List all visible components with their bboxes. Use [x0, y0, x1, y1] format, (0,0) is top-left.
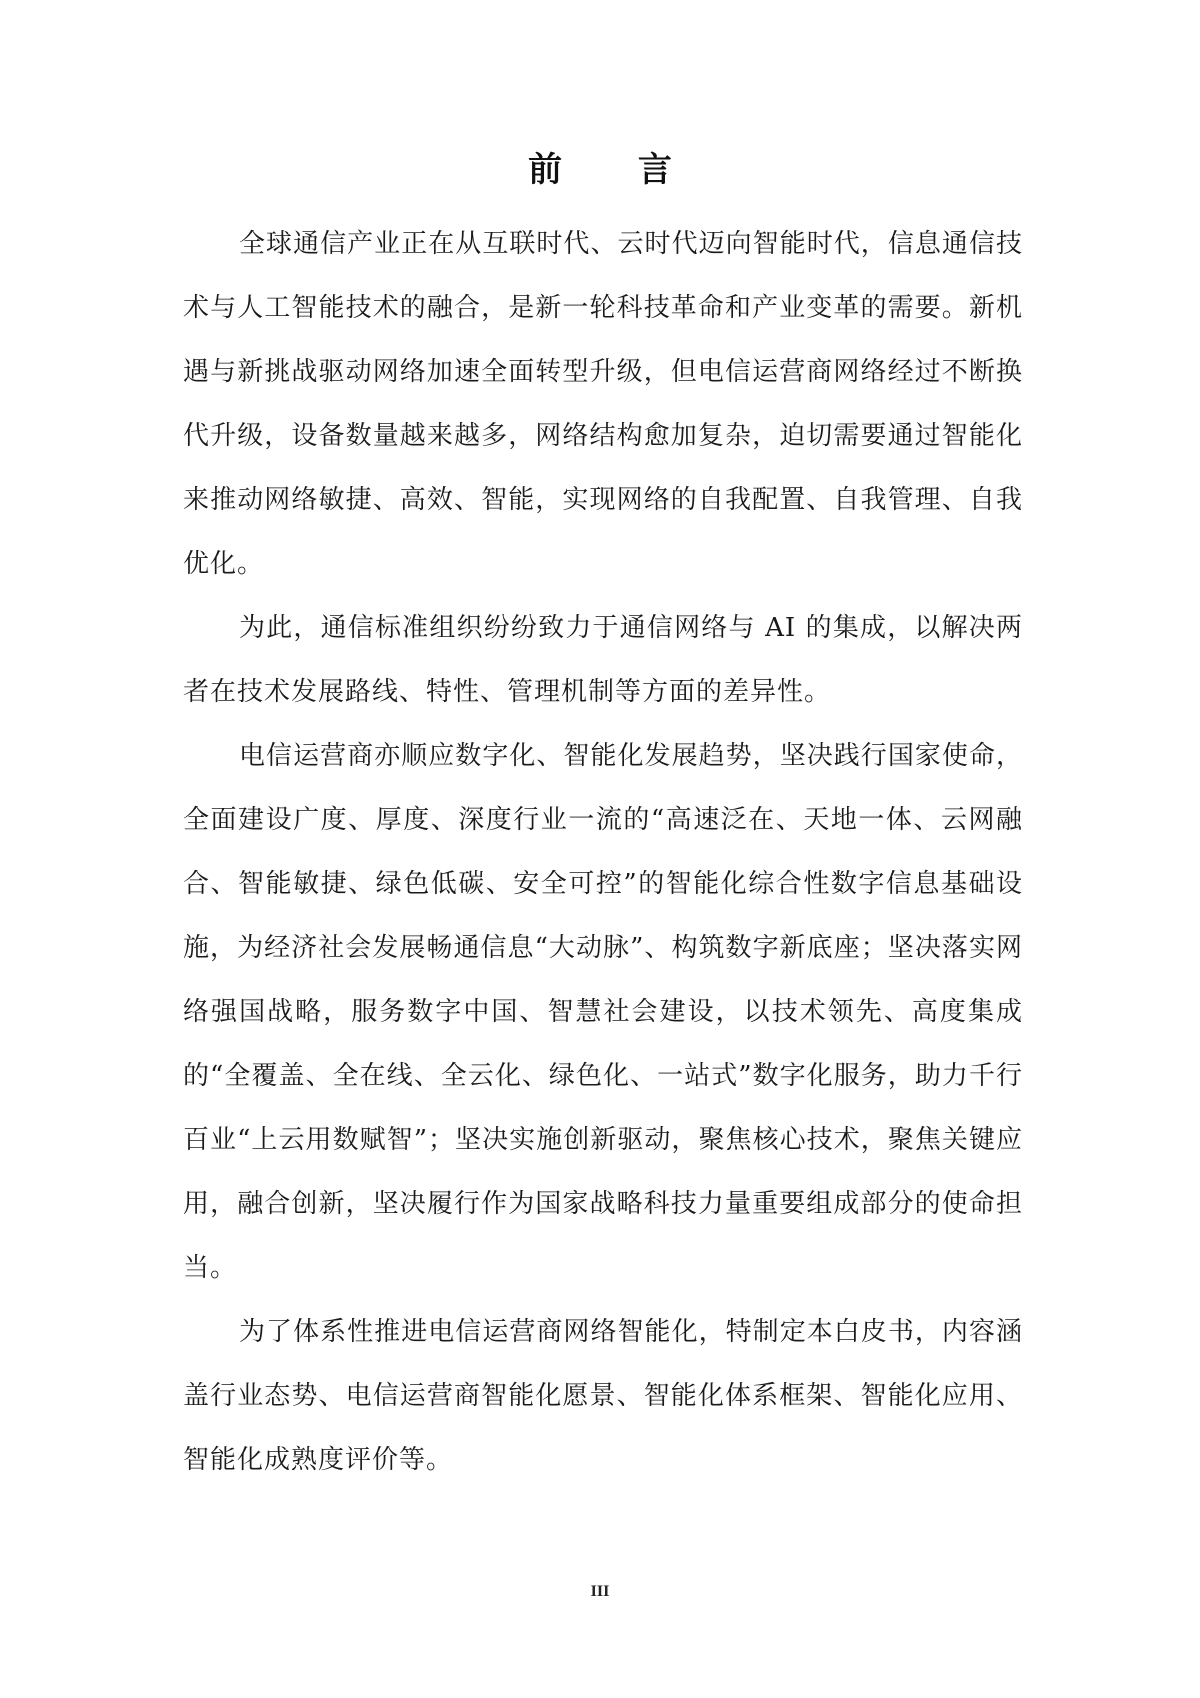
paragraph-3: 电信运营商亦顺应数字化、智能化发展趋势，坚决践行国家使命，全面建设广度、厚度、深度行业一流的“高速泛在、天地一体、云网融合、智能敏捷、绿色低碳、安全可控”的智能化综合性数字信息基础设施，为经济社会发展畅通信息“大动脉”、构筑数字新底座；坚决落实网络强国战略，服务数字中国、智慧社会建设，以技术领先、高度集成的“全覆盖、全在线、全云化、绿色化、一站式”数字化服务，助力千行百业“上云用数赋智”；坚决实施创新驱动，聚焦核心技术，聚焦关键应用，融合创新，坚决履行作为国家战略科技力量重要组成部分的使命担当。 — [183, 741, 1023, 1283]
document-body — [183, 212, 1023, 1492]
paragraph-4: 为了体系性推进电信运营商网络智能化，特制定本白皮书，内容涵盖行业态势、电信运营商智能化愿景、智能化体系框架、智能化应用、智能化成熟度评价等。 — [183, 1317, 1023, 1475]
paragraph-1: 全球通信产业正在从互联时代、云时代迈向智能时代，信息通信技术与人工智能技术的融合，是新一轮科技革命和产业变革的需要。新机遇与新挑战驱动网络加速全面转型升级，但电信运营商网络经过不断换代升级，设备数量越来越多，网络结构愈加复杂，迫切需要通过智能化来推动网络敏捷、高效、智能，实现网络的自我配置、自我管理、自我优化。 — [183, 229, 1023, 579]
page-title: 前 言 — [528, 150, 704, 190]
page-number: III — [590, 1583, 610, 1600]
paragraph-2: 为此，通信标准组织纷纷致力于通信网络与 AI 的集成，以解决两者在技术发展路线、特性、管理机制等方面的差异性。 — [183, 613, 1023, 707]
